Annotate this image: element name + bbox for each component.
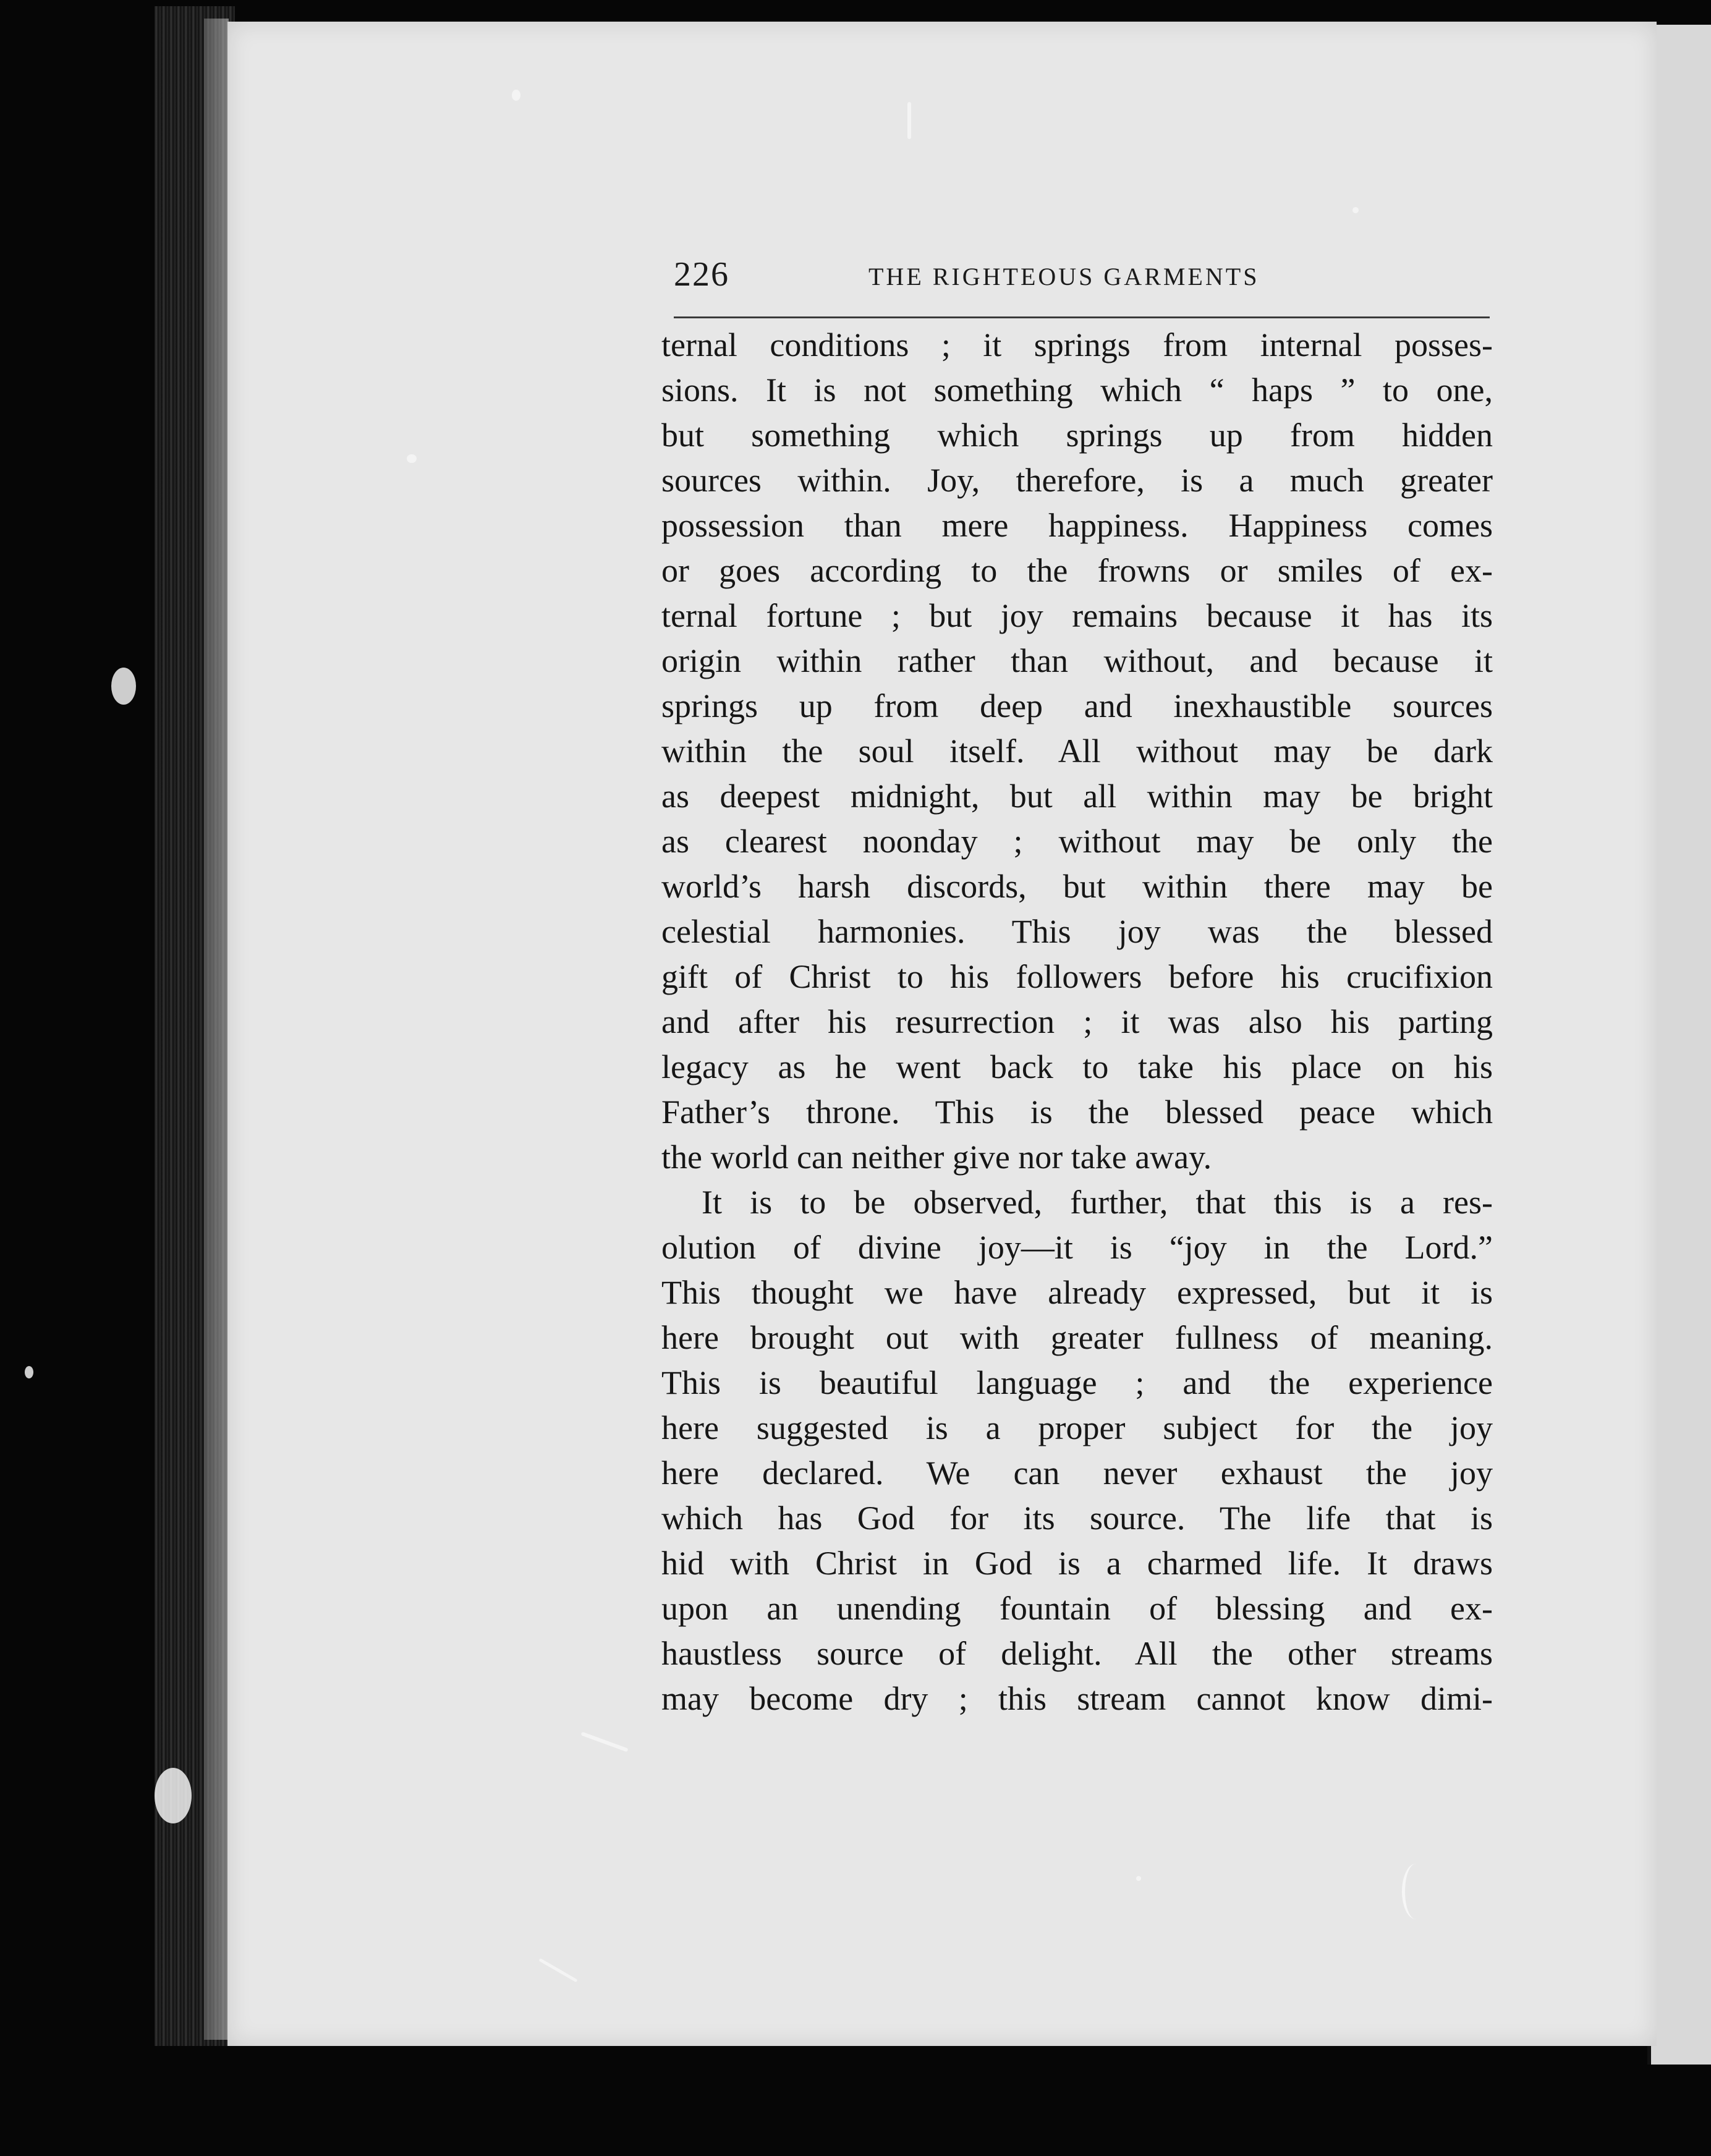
text-line: but something which springs up from hidden [661,417,1493,454]
text-line: ternal conditions ; it springs from internal posses- [661,326,1493,363]
text-line: within the soul itself. All without may be dark [661,732,1493,770]
dust-speck [1352,207,1359,213]
text-line: world’s harsh discords, but within there may be [661,868,1493,905]
text-line: hid with Christ in God is a charmed life. It draws [661,1545,1493,1582]
header-rule [674,316,1490,318]
text-line: and after his resurrection ; it was also his parting [661,1003,1493,1040]
dust-speck [538,1958,577,1982]
dust-speck [512,90,520,101]
body-text [661,323,1493,1721]
page-number: 226 [674,255,729,294]
text-line: celestial harmonies. This joy was the blessed [661,913,1493,950]
text-line: springs up from deep and inexhaustible sources [661,687,1493,724]
text-line: may become dry ; this stream cannot know dimi- [661,1680,1493,1717]
text-line: sions. It is not something which “ haps ” to one, [661,371,1493,409]
adjacent-page-edge [1647,25,1711,2065]
paragraph-start-line: It is to be observed, further, that this is a res- [702,1184,1493,1221]
text-line: legacy as he went back to take his place on his [661,1048,1493,1085]
running-head-title: THE RIGHTEOUS GARMENTS [868,263,1260,291]
scan-blotch [25,1366,33,1378]
text-line: haustless source of delight. All the other streams [661,1635,1493,1672]
text-line: the world can neither give nor take away. [661,1139,1212,1176]
dust-speck [407,454,417,463]
text-line: This thought we have already expressed, but it is [661,1274,1493,1311]
text-line: ternal fortune ; but joy remains because it has its [661,597,1493,634]
book-page-edges-highlight [204,19,229,2040]
text-line: here suggested is a proper subject for the joy [661,1409,1493,1446]
dust-speck [580,1732,628,1752]
text-line: gift of Christ to his followers before his crucifixion [661,958,1493,995]
text-line: possession than mere happiness. Happiness comes [661,507,1493,544]
text-line: This is beautiful language ; and the experience [661,1364,1493,1401]
text-line: Father’s throne. This is the blessed peace which [661,1093,1493,1131]
dust-speck [1402,1864,1430,1919]
text-line: upon an unending fountain of blessing and ex- [661,1590,1493,1627]
text-line: here declared. We can never exhaust the joy [661,1454,1493,1492]
text-line: origin within rather than without, and because it [661,642,1493,679]
text-line: as clearest noonday ; without may be only the [661,823,1493,860]
dust-speck [907,102,911,139]
scan-blotch [155,1768,192,1823]
text-line: here brought out with greater fullness of meaning. [661,1319,1493,1356]
dust-speck [1136,1876,1141,1881]
scan-blotch [111,668,136,705]
text-line: olution of divine joy—it is “joy in the Lord.” [661,1229,1493,1266]
running-header [674,246,1490,320]
text-line: or goes according to the frowns or smiles of ex- [661,552,1493,589]
text-line: which has God for its source. The life that is [661,1500,1493,1537]
text-line: sources within. Joy, therefore, is a much greater [661,462,1493,499]
text-line: as deepest midnight, but all within may be bright [661,778,1493,815]
